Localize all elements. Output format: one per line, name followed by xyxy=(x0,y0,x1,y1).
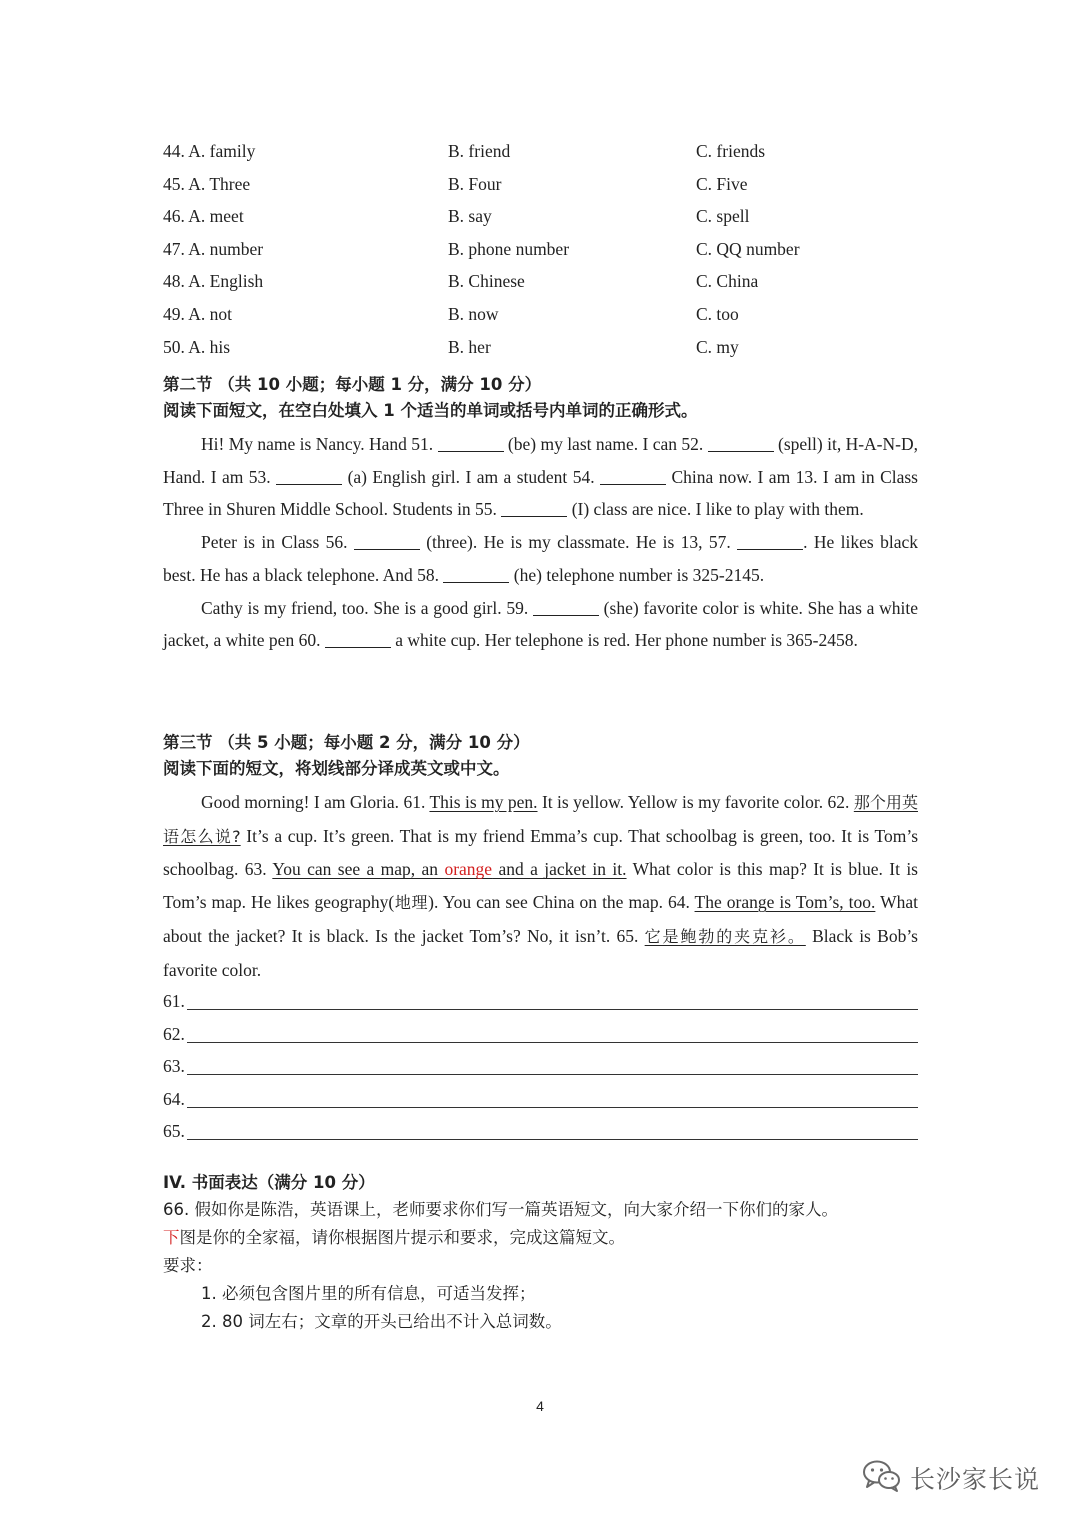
choice-a: 50. A. his xyxy=(163,336,231,357)
answer-blank-55[interactable] xyxy=(501,499,567,518)
q66-prompt-line2: 下图是你的全家福，请你根据图片提示和要求，完成这篇短文。 xyxy=(163,1228,625,1247)
answer-line-65[interactable]: 65. xyxy=(163,1118,918,1151)
answer-blank-60[interactable] xyxy=(325,630,391,649)
section-4 xyxy=(163,1170,918,1336)
requirement-1: 1. 必须包含图片里的所有信息，可适当发挥； xyxy=(201,1284,536,1303)
choice-c: C. spell xyxy=(696,206,750,227)
wechat-icon xyxy=(862,1459,902,1498)
choice-c: C. Five xyxy=(696,173,748,194)
underlined-sentence-61: This is my pen. xyxy=(429,792,538,812)
answer-line-62[interactable]: 62. xyxy=(163,1021,918,1054)
choice-b: B. her xyxy=(448,336,491,357)
choice-b: B. now xyxy=(448,303,499,324)
choice-b: B. friend xyxy=(448,141,511,161)
translation-passage: Good morning! I am Gloria. 61. This is my pen. It is yellow. Yellow is my favorite color. 62. 那个用英语怎么说? It’s a cup. It’s green. That is my friend Emma’s cup. That schoolbag is green, too. It is Tom’s schoolbag. 63. You can see a map, an orange and a jacket in it. What color is this map? It is blue. It is Tom’s map. He likes geography(地理). You can see China on the map. 64. The orange is Tom’s, too. What about the jacket? It is black. Is the jacket Tom’s? No, it isn’t. 65. 它是鲍勃的夹克衫。 Black is Bob’s favorite color. xyxy=(163,792,919,980)
choice-row xyxy=(163,236,923,269)
answer-blank-57[interactable] xyxy=(737,532,803,551)
choice-a: 48. A. English xyxy=(163,271,264,292)
choice-row xyxy=(163,268,923,301)
choice-c: C. too xyxy=(696,303,739,324)
requirement-2: 2. 80 词左右；文章的开头已给出不计入总词数。 xyxy=(201,1312,562,1331)
section-2 xyxy=(163,372,918,657)
underlined-sentence-64: The orange is Tom’s, too. xyxy=(694,892,876,913)
answer-blank-58[interactable] xyxy=(443,564,509,583)
choice-a: 49. A. not xyxy=(163,303,233,324)
answer-blank-56[interactable] xyxy=(354,532,420,551)
choice-row xyxy=(163,334,923,367)
watermark-text: 长沙家长说 xyxy=(910,1465,1041,1494)
section-3 xyxy=(163,730,918,986)
answer-blank-51[interactable] xyxy=(438,434,504,453)
choice-b: B. Chinese xyxy=(448,271,525,292)
underlined-sentence-62: 那个用英语怎么说? xyxy=(163,793,918,846)
choice-row xyxy=(163,171,923,204)
watermark xyxy=(862,1458,1040,1498)
choice-b: B. phone number xyxy=(448,238,570,259)
choice-a: 47. A. number xyxy=(163,238,264,259)
choice-a: 45. A. Three xyxy=(163,173,251,194)
cloze-paragraph-1: Hi! My name is Nancy. Hand 51. (be) my last name. I can 52. (spell) it, H-A-N-D, Hand. I am 53. (a) English girl. I am a student 54. China now. I am 13. I am in Class Three in Shuren Middle School. Students in 55. (I) class are nice. I like to play with them. xyxy=(163,434,918,520)
section-4-heading: IV. 书面表达（满分 10 分） xyxy=(163,1173,375,1192)
cloze-paragraph-2: Peter is in Class 56. (three). He is my classmate. He is 13, 57. . He likes black best. He has a black telephone. And 58. (he) telephone number is 325-2145. xyxy=(163,532,918,585)
answer-blank-59[interactable] xyxy=(533,597,599,616)
choice-b: B. Four xyxy=(448,173,502,194)
choice-a: 46. A. meet xyxy=(163,206,244,227)
choice-c: C. my xyxy=(696,336,739,357)
section-2-heading: 第二节 （共 10 小题；每小题 1 分，满分 10 分） xyxy=(163,375,542,394)
choice-row xyxy=(163,301,923,334)
underlined-sentence-63: You can see a map, an orange and a jacket in it. xyxy=(272,859,627,880)
answer-blank-54[interactable] xyxy=(600,466,666,485)
choice-c: C. friends xyxy=(696,141,766,161)
choice-row xyxy=(163,138,923,171)
cloze-paragraph-3: Cathy is my friend, too. She is a good girl. 59. (she) favorite color is white. She has a white jacket, a white pen 60. a white cup. Her telephone is red. Her phone number is 365-2458. xyxy=(163,597,918,651)
section-3-heading: 第三节 （共 5 小题；每小题 2 分，满分 10 分） xyxy=(163,733,530,752)
choice-table xyxy=(163,138,923,366)
answer-line-61[interactable]: 61. xyxy=(163,988,918,1021)
section-2-instruction: 阅读下面短文，在空白处填入 1 个适当的单词或括号内单词的正确形式。 xyxy=(163,401,698,420)
choice-b: B. say xyxy=(448,206,492,227)
q66-prompt: 66. 假如你是陈浩，英语课上，老师要求你们写一篇英语短文，向大家介绍一下你们的家人。 xyxy=(163,1200,838,1219)
highlighted-word-orange: orange xyxy=(444,859,493,880)
answer-blank-53[interactable] xyxy=(276,466,342,485)
answer-blank-52[interactable] xyxy=(708,434,774,453)
choice-a: 44. A. family xyxy=(163,141,256,161)
choice-c: C. China xyxy=(696,271,759,292)
section-3-instruction: 阅读下面的短文，将划线部分译成英文或中文。 xyxy=(163,759,510,778)
requirements-title: 要求： xyxy=(163,1256,213,1275)
underlined-sentence-65: 它是鲍勃的夹克衫。 xyxy=(644,926,806,946)
page-number: 4 xyxy=(536,1398,544,1414)
answer-lines xyxy=(163,988,918,1151)
choice-row xyxy=(163,203,923,236)
answer-line-63[interactable]: 63. xyxy=(163,1053,918,1086)
choice-c: C. QQ number xyxy=(696,238,800,259)
answer-line-64[interactable]: 64. xyxy=(163,1086,918,1119)
